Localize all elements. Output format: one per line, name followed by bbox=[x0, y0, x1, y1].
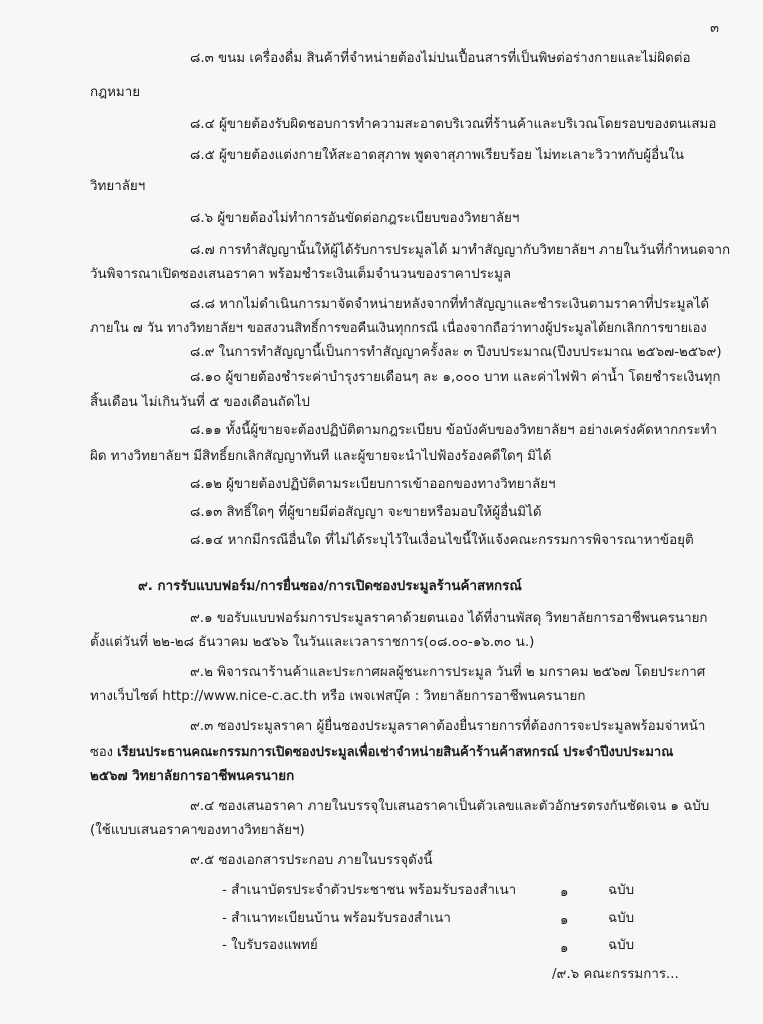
clause-9-3-cont bbox=[90, 744, 673, 762]
clause-9-3: ๙.๓ ซองประมูลราคา ผู้ยื่นซองประมูลราคาต้องยื่นรายการที่ต้องการจะประมูลพร้อมจ่าหน้า bbox=[190, 719, 706, 734]
clause-8-5: ๘.๕ ผู้ขายต้องแต่งกายให้สะอาดสุภาพ พูดจาสุภาพเรียบร้อย ไม่ทะเลาะวิวาทกับผู้อื่นใน bbox=[190, 148, 685, 163]
clause-9-4-cont: (ใช้แบบเสนอราคาของทางวิทยาลัยฯ) bbox=[90, 823, 305, 838]
document-item-unit: ฉบับ bbox=[608, 938, 635, 953]
clause-9-1: ๙.๑ ขอรับแบบฟอร์มการประมูลราคาด้วยตนเอง ได้ที่งานพัสดุ วิทยาลัยการอาชีพนครนายก bbox=[190, 611, 708, 626]
clause-8-7: ๘.๗ การทำสัญญานั้นให้ผู้ได้รับการประมูลได้ มาทำสัญญากับวิทยาลัยฯ ภายในวันที่กำหนดจาก bbox=[190, 243, 731, 258]
clause-8-10: ๘.๑๐ ผู้ขายต้องชำระค่าบำรุงรายเดือนๆ ละ ๑,๐๐๐ บาท และค่าไฟฟ้า ค่าน้ำ โดยชำระเงินทุก bbox=[190, 370, 721, 385]
document-item-unit: ฉบับ bbox=[608, 911, 635, 926]
clause-9-3-cont2: ๒๕๖๗ วิทยาลัยการอาชีพนครนายก bbox=[90, 769, 295, 784]
clause-8-3: ๘.๓ ขนม เครื่องดื่ม สินค้าที่จำหน่ายต้องไม่ปนเปื้อนสารที่เป็นพิษต่อร่างกายและไม่ผิดต่อ bbox=[190, 51, 691, 66]
clause-8-14: ๘.๑๔ หากมีกรณีอื่นใด ที่ไม่ได้ระบุไว้ในเงื่อนไขนี้ให้แจ้งคณะกรรมการพิจารณาหาข้อยุติ bbox=[190, 533, 694, 548]
document-item-qty: ๑ bbox=[560, 941, 569, 956]
envelope-address: เรียนประธานคณะกรรมการเปิดซองประมูลเพื่อเช่าจำหน่ายสินค้าร้านค้าสหกรณ์ ประจำปีงบประมาณ bbox=[117, 745, 674, 760]
clause-8-12: ๘.๑๒ ผู้ขายต้องปฏิบัติตามระเบียบการเข้าออกของทางวิทยาลัยฯ bbox=[190, 477, 556, 492]
clause-8-10-cont: สิ้นเดือน ไม่เกินวันที่ ๕ ของเดือนถัดไป bbox=[90, 395, 310, 410]
document-item-qty: ๑ bbox=[560, 913, 569, 928]
section-9-heading: ๙. การรับแบบฟอร์ม/การยื่นซอง/การเปิดซองประมูลร้านค้าสหกรณ์ bbox=[138, 579, 522, 594]
clause-8-11-cont: ผิด ทางวิทยาลัยฯ มีสิทธิ์ยกเลิกสัญญาทันที และผู้ขายจะนำไปฟ้องร้องคดีใดๆ มิได้ bbox=[90, 449, 552, 464]
clause-8-6: ๘.๖ ผู้ขายต้องไม่ทำการอันขัดต่อกฎระเบียบของวิทยาลัยฯ bbox=[190, 211, 520, 226]
document-item-label: - ใบรับรองแพทย์ bbox=[222, 938, 318, 953]
clause-9-1-cont: ตั้งแต่วันที่ ๒๒-๒๘ ธันวาคม ๒๕๖๖ ในวันและเวลาราชการ(๐๘.๐๐-๑๖.๓๐ น.) bbox=[90, 635, 535, 650]
clause-8-9: ๘.๙ ในการทำสัญญานี้เป็นการทำสัญญาครั้งละ ๓ ปีงบประมาณ(ปีงบประมาณ ๒๕๖๗-๒๕๖๙) bbox=[190, 345, 722, 360]
clause-8-13: ๘.๑๓ สิทธิ์ใดๆ ที่ผู้ขายมีต่อสัญญา จะขายหรือมอบให้ผู้อื่นมิได้ bbox=[190, 505, 542, 520]
document-item-label: - สำเนาทะเบียนบ้าน พร้อมรับรองสำเนา bbox=[222, 911, 451, 926]
clause-8-8: ๘.๘ หากไม่ดำเนินการมาจัดจำหน่ายหลังจากที่ทำสัญญาและชำระเงินตามราคาที่ประมูลได้ bbox=[190, 297, 710, 312]
clause-9-4: ๙.๔ ซองเสนอราคา ภายในบรรจุใบเสนอราคาเป็นตัวเลขและตัวอักษรตรงกันชัดเจน ๑ ฉบับ bbox=[190, 799, 710, 814]
document-item-label: - สำเนาบัตรประจำตัวประชาชน พร้อมรับรองสำเนา bbox=[222, 883, 517, 898]
clause-9-2-cont: ทางเว็บไซต์ http://www.nice-c.ac.th หรือ เพจเฟสบุ๊ค : วิทยาลัยการอาชีพนครนายก bbox=[90, 689, 586, 704]
clause-9-5: ๙.๕ ซองเอกสารประกอบ ภายในบรรจุดังนี้ bbox=[190, 853, 433, 868]
page-number: ๓ bbox=[710, 21, 719, 36]
envelope-prefix: ซอง bbox=[90, 745, 118, 760]
clause-8-8-cont: ภายใน ๗ วัน ทางวิทยาลัยฯ ขอสงวนสิทธิ์การขอคืนเงินทุกกรณี เนื่องจากถือว่าทางผู้ประมูลได้ยกเลิกการขายเอง bbox=[90, 321, 707, 336]
clause-8-4: ๘.๔ ผู้ขายต้องรับผิดชอบการทำความสะอาดบริเวณที่ร้านค้าและบริเวณโดยรอบของตนเสมอ bbox=[190, 117, 717, 132]
document-item-unit: ฉบับ bbox=[608, 883, 635, 898]
clause-8-5-cont: วิทยาลัยฯ bbox=[90, 179, 146, 194]
clause-8-3-cont: กฎหมาย bbox=[90, 85, 141, 100]
clause-8-11: ๘.๑๑ ทั้งนี้ผู้ขายจะต้องปฏิบัติตามกฎระเบียบ ข้อบังคับของวิทยาลัยฯ อย่างเคร่งคัดหากกระทำ bbox=[190, 423, 718, 438]
clause-8-7-cont: วันพิจารณาเปิดซองเสนอราคา พร้อมชำระเงินเต็มจำนวนของราคาประมูล bbox=[90, 267, 512, 282]
clause-9-2: ๙.๒ พิจารณาร้านค้าและประกาศผลผู้ชนะการประมูล วันที่ ๒ มกราคม ๒๕๖๗ โดยประกาศ bbox=[190, 665, 706, 680]
continuation-note: /๙.๖ คณะกรรมการ... bbox=[552, 967, 679, 982]
document-item-qty: ๑ bbox=[560, 885, 569, 900]
